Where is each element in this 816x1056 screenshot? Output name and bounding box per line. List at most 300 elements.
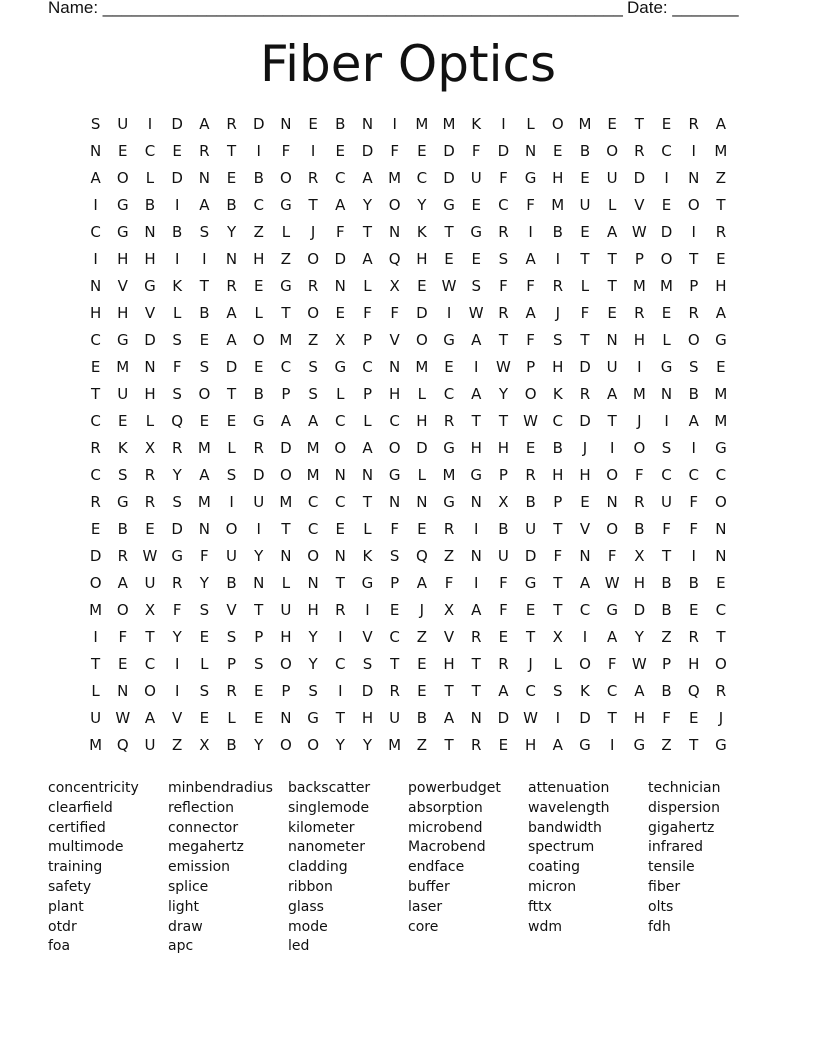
- grid-letter: A: [199, 115, 210, 133]
- grid-letter: M: [551, 196, 565, 214]
- grid-letter: T: [444, 736, 454, 754]
- grid-letter: I: [691, 142, 696, 160]
- grid-letter: R: [307, 277, 319, 295]
- grid-letter: C: [307, 520, 319, 538]
- grid-letter: M: [279, 493, 293, 511]
- grid-letter: Q: [687, 682, 700, 700]
- grid-letter: F: [471, 142, 481, 160]
- grid-letter: N: [280, 547, 292, 565]
- grid-letter: N: [280, 115, 292, 133]
- word-bank-item: Macrobend: [408, 839, 486, 856]
- grid-letter: L: [145, 412, 155, 430]
- grid-letter: Y: [199, 574, 209, 592]
- grid-letter: R: [498, 223, 509, 241]
- grid-letter: W: [441, 277, 457, 295]
- grid-letter: F: [526, 277, 535, 295]
- word-bank-item: spectrum: [528, 839, 595, 856]
- grid-letter: E: [498, 736, 509, 754]
- grid-letter: G: [116, 493, 129, 511]
- grid-letter: S: [90, 115, 101, 133]
- grid-letter: A: [362, 439, 373, 457]
- grid-letter: B: [552, 223, 563, 241]
- word-bank: [48, 779, 768, 959]
- word-bank-item: wavelength: [528, 799, 610, 816]
- grid-letter: H: [361, 709, 374, 727]
- grid-letter: F: [363, 304, 372, 322]
- grid-letter: E: [417, 682, 427, 700]
- grid-letter: R: [117, 547, 128, 565]
- grid-letter: G: [307, 709, 319, 727]
- word-bank-item: endface: [408, 859, 465, 876]
- grid-letter: Z: [416, 736, 427, 754]
- word-bank-item: infrared: [648, 839, 703, 856]
- grid-letter: G: [715, 331, 727, 349]
- grid-letter: J: [310, 223, 316, 241]
- grid-letter: J: [582, 439, 588, 457]
- grid-letter: O: [307, 250, 319, 268]
- word-bank-item: apc: [168, 938, 194, 955]
- grid-letter: A: [226, 304, 237, 322]
- grid-letter: L: [363, 277, 372, 295]
- grid-letter: A: [688, 412, 699, 430]
- grid-letter: D: [579, 709, 591, 727]
- grid-letter: P: [281, 682, 291, 700]
- grid-letter: Z: [715, 169, 727, 187]
- grid-letter: T: [199, 277, 209, 295]
- grid-letter: O: [579, 655, 591, 673]
- word-bank-item: cladding: [288, 859, 348, 876]
- worksheet-header: [48, 0, 768, 20]
- grid-letter: C: [389, 628, 400, 646]
- grid-letter: A: [607, 628, 618, 646]
- grid-letter: O: [388, 196, 401, 214]
- grid-letter: H: [280, 628, 292, 646]
- grid-letter: D: [89, 547, 102, 565]
- grid-letter: T: [526, 628, 536, 646]
- grid-letter: E: [417, 520, 427, 538]
- grid-letter: O: [687, 331, 700, 349]
- word-bank-item: laser: [408, 898, 443, 915]
- grid-letter: T: [689, 736, 699, 754]
- grid-letter: F: [499, 169, 508, 187]
- grid-letter: S: [199, 682, 210, 700]
- word-bank-item: otdr: [48, 918, 77, 935]
- grid-letter: B: [525, 493, 536, 511]
- grid-letter: E: [118, 655, 128, 673]
- grid-letter: U: [525, 520, 537, 538]
- grid-letter: X: [552, 628, 563, 646]
- grid-letter: N: [470, 493, 482, 511]
- grid-letter: M: [89, 601, 103, 619]
- grid-letter: U: [470, 169, 482, 187]
- grid-letter: V: [389, 331, 400, 349]
- grid-letter: E: [253, 709, 264, 727]
- word-bank-item: singlemode: [288, 799, 370, 816]
- grid-letter: P: [254, 628, 264, 646]
- grid-letter: D: [416, 304, 428, 322]
- grid-letter: H: [633, 331, 645, 349]
- grid-letter: G: [116, 223, 129, 241]
- grid-letter: R: [171, 574, 183, 592]
- grid-letter: T: [661, 547, 672, 565]
- grid-letter: R: [144, 493, 156, 511]
- grid-letter: X: [144, 439, 156, 457]
- grid-letter: E: [580, 169, 590, 187]
- grid-letter: D: [497, 142, 510, 160]
- grid-letter: T: [607, 250, 617, 268]
- grid-letter: U: [253, 493, 265, 511]
- grid-letter: E: [661, 196, 672, 214]
- grid-letter: D: [633, 169, 646, 187]
- word-bank-item: technician: [648, 780, 721, 796]
- word-bank-item: splice: [168, 878, 209, 895]
- grid-letter: M: [442, 466, 456, 484]
- grid-letter: E: [226, 169, 237, 187]
- grid-letter: R: [715, 223, 727, 241]
- word-bank-column: [48, 779, 166, 957]
- grid-letter: D: [280, 439, 292, 457]
- grid-letter: I: [229, 493, 234, 511]
- grid-letter: R: [443, 412, 455, 430]
- grid-letter: J: [528, 655, 533, 673]
- grid-letter: A: [117, 574, 128, 592]
- grid-letter: B: [199, 304, 210, 322]
- word-bank-item: megahertz: [168, 839, 244, 856]
- word-bank-item: light: [168, 898, 200, 915]
- grid-letter: E: [417, 277, 427, 295]
- grid-letter: E: [716, 574, 726, 592]
- grid-letter: E: [553, 142, 563, 160]
- grid-letter: H: [416, 250, 428, 268]
- grid-letter: R: [307, 169, 319, 187]
- grid-letter: A: [607, 385, 618, 403]
- word-bank-item: clearfield: [48, 799, 113, 816]
- grid-letter: M: [89, 736, 103, 754]
- grid-letter: F: [526, 331, 535, 349]
- grid-letter: S: [553, 682, 563, 700]
- grid-letter: J: [555, 304, 560, 322]
- grid-letter: L: [172, 304, 182, 322]
- grid-letter: S: [553, 331, 563, 349]
- word-bank-item: tensile: [648, 859, 695, 876]
- grid-letter: B: [498, 520, 509, 538]
- letter-grid: [82, 111, 742, 761]
- grid-letter: D: [579, 358, 591, 376]
- grid-letter: W: [468, 304, 484, 322]
- grid-letter: E: [525, 439, 536, 457]
- grid-letter: E: [145, 520, 155, 538]
- grid-letter: W: [604, 574, 620, 592]
- grid-letter: D: [524, 547, 537, 565]
- grid-letter: T: [580, 250, 590, 268]
- word-bank-item: backscatter: [288, 780, 371, 796]
- grid-letter: U: [606, 169, 618, 187]
- grid-letter: V: [443, 628, 455, 646]
- word-bank-item: gigahertz: [648, 819, 715, 836]
- grid-letter: E: [525, 601, 536, 619]
- grid-letter: E: [335, 304, 346, 322]
- grid-letter: R: [634, 142, 645, 160]
- grid-letter: R: [335, 601, 346, 619]
- grid-letter: E: [90, 520, 101, 538]
- grid-letter: R: [525, 466, 536, 484]
- grid-letter: N: [524, 142, 537, 160]
- grid-letter: N: [144, 358, 156, 376]
- grid-letter: E: [444, 250, 454, 268]
- grid-letter: A: [715, 304, 727, 322]
- grid-letter: R: [226, 115, 237, 133]
- grid-letter: A: [226, 331, 237, 349]
- grid-letter: F: [689, 520, 699, 538]
- word-bank-item: emission: [168, 859, 231, 876]
- grid-letter: I: [93, 250, 98, 268]
- grid-letter: H: [524, 736, 537, 754]
- grid-letter: A: [416, 574, 427, 592]
- grid-letter: F: [553, 547, 563, 565]
- grid-letter: V: [172, 709, 183, 727]
- grid-letter: F: [335, 223, 345, 241]
- grid-letter: H: [389, 385, 401, 403]
- grid-letter: E: [661, 304, 672, 322]
- grid-letter: C: [144, 655, 156, 673]
- grid-letter: F: [390, 304, 399, 322]
- grid-letter: N: [89, 142, 102, 160]
- grid-letter: I: [174, 682, 180, 700]
- grid-letter: B: [661, 574, 672, 592]
- grid-letter: A: [307, 412, 319, 430]
- grid-letter: O: [334, 439, 347, 457]
- grid-letter: V: [362, 628, 373, 646]
- grid-letter: C: [335, 655, 346, 673]
- word-bank-item: fttx: [528, 898, 552, 915]
- grid-letter: D: [144, 331, 156, 349]
- grid-letter: M: [279, 331, 293, 349]
- grid-letter: T: [362, 493, 373, 511]
- grid-letter: N: [470, 709, 482, 727]
- date-field-line: Date: _______: [627, 0, 739, 17]
- grid-letter: I: [174, 655, 180, 673]
- grid-letter: I: [147, 115, 153, 133]
- grid-letter: L: [145, 169, 155, 187]
- grid-letter: T: [553, 574, 563, 592]
- grid-letter: F: [607, 547, 617, 565]
- grid-letter: U: [497, 547, 509, 565]
- grid-letter: L: [254, 304, 263, 322]
- grid-letter: O: [280, 466, 292, 484]
- grid-letter: R: [498, 304, 509, 322]
- grid-letter: N: [198, 520, 210, 538]
- grid-letter: V: [579, 520, 591, 538]
- grid-letter: U: [661, 493, 673, 511]
- grid-letter: C: [307, 493, 319, 511]
- grid-letter: C: [389, 412, 400, 430]
- grid-letter: T: [254, 601, 264, 619]
- word-bank-item: wdm: [528, 918, 562, 935]
- grid-letter: I: [174, 196, 180, 214]
- grid-letter: Q: [415, 547, 428, 565]
- grid-letter: Z: [307, 331, 319, 349]
- grid-letter: R: [688, 304, 699, 322]
- grid-letter: I: [474, 520, 479, 538]
- grid-letter: I: [582, 628, 588, 646]
- grid-letter: H: [144, 250, 156, 268]
- grid-letter: B: [226, 574, 237, 592]
- grid-letter: V: [144, 304, 156, 322]
- grid-letter: K: [362, 547, 373, 565]
- grid-letter: T: [689, 250, 699, 268]
- grid-letter: Z: [172, 736, 183, 754]
- grid-letter: Z: [280, 250, 292, 268]
- grid-letter: B: [688, 574, 699, 592]
- grid-letter: I: [202, 250, 207, 268]
- grid-letter: S: [172, 493, 182, 511]
- grid-letter: P: [634, 250, 644, 268]
- grid-letter: D: [497, 709, 510, 727]
- grid-letter: J: [718, 709, 724, 727]
- grid-letter: F: [662, 709, 671, 727]
- grid-letter: F: [200, 547, 209, 565]
- word-bank-item: connector: [168, 819, 239, 836]
- grid-letter: B: [579, 142, 591, 160]
- grid-letter: C: [498, 196, 509, 214]
- grid-letter: M: [632, 385, 646, 403]
- grid-letter: G: [579, 736, 591, 754]
- grid-letter: B: [661, 601, 672, 619]
- grid-letter: C: [90, 412, 101, 430]
- grid-letter: I: [691, 439, 696, 457]
- grid-letter: S: [199, 601, 210, 619]
- grid-letter: I: [664, 412, 669, 430]
- grid-letter: G: [116, 331, 129, 349]
- word-bank-column: [648, 779, 766, 937]
- grid-letter: D: [443, 142, 455, 160]
- grid-letter: K: [580, 682, 590, 700]
- grid-letter: O: [415, 331, 428, 349]
- grid-letter: P: [362, 331, 372, 349]
- grid-letter: I: [664, 169, 669, 187]
- grid-letter: H: [552, 358, 564, 376]
- grid-letter: C: [661, 142, 672, 160]
- grid-letter: I: [392, 115, 397, 133]
- grid-letter: Y: [254, 736, 264, 754]
- grid-letter: G: [633, 736, 646, 754]
- grid-letter: N: [715, 547, 727, 565]
- grid-letter: N: [470, 547, 482, 565]
- grid-letter: E: [308, 115, 318, 133]
- grid-letter: E: [199, 331, 210, 349]
- grid-letter: E: [444, 358, 454, 376]
- puzzle-title: Fiber Optics: [259, 35, 557, 93]
- word-bank-item: bandwidth: [528, 819, 602, 836]
- word-bank-item: glass: [288, 898, 324, 915]
- grid-letter: A: [471, 601, 482, 619]
- grid-letter: X: [498, 493, 509, 511]
- word-bank-item: dispersion: [648, 799, 720, 816]
- grid-letter: O: [307, 304, 319, 322]
- grid-letter: E: [118, 412, 128, 430]
- grid-letter: A: [199, 196, 210, 214]
- grid-letter: L: [200, 655, 209, 673]
- grid-letter: W: [523, 709, 539, 727]
- grid-letter: E: [580, 223, 590, 241]
- word-bank-item: absorption: [408, 799, 483, 816]
- grid-letter: X: [199, 736, 210, 754]
- grid-letter: O: [551, 115, 564, 133]
- grid-letter: E: [226, 412, 237, 430]
- grid-letter: R: [471, 736, 482, 754]
- grid-letter: K: [117, 439, 128, 457]
- grid-letter: P: [498, 466, 508, 484]
- grid-letter: Z: [661, 736, 672, 754]
- grid-letter: N: [280, 709, 292, 727]
- grid-letter: W: [523, 412, 539, 430]
- grid-letter: I: [474, 358, 479, 376]
- grid-letter: O: [116, 601, 129, 619]
- grid-letter: X: [389, 277, 400, 295]
- grid-letter: I: [365, 601, 370, 619]
- grid-letter: T: [335, 574, 345, 592]
- grid-letter: S: [172, 331, 182, 349]
- grid-letter: A: [471, 385, 482, 403]
- grid-letter: I: [93, 628, 98, 646]
- grid-letter: P: [526, 358, 536, 376]
- grid-letter: S: [226, 628, 237, 646]
- grid-letter: J: [419, 601, 425, 619]
- grid-letter: C: [443, 385, 455, 403]
- grid-letter: I: [691, 223, 696, 241]
- grid-letter: Z: [661, 628, 672, 646]
- grid-letter: T: [498, 331, 508, 349]
- word-bank-item: led: [288, 938, 310, 955]
- grid-letter: F: [499, 277, 508, 295]
- grid-letter: E: [335, 520, 346, 538]
- grid-letter: Y: [498, 385, 508, 403]
- grid-letter: I: [446, 304, 452, 322]
- grid-letter: S: [172, 385, 182, 403]
- grid-letter: A: [144, 709, 156, 727]
- grid-letter: D: [171, 115, 183, 133]
- grid-letter: E: [389, 601, 400, 619]
- grid-letter: O: [225, 520, 238, 538]
- grid-letter: E: [199, 412, 210, 430]
- word-bank-item: mode: [288, 918, 328, 935]
- grid-letter: P: [662, 655, 672, 673]
- grid-letter: L: [336, 385, 345, 403]
- grid-letter: Q: [171, 412, 184, 430]
- grid-letter: O: [524, 385, 537, 403]
- grid-letter: G: [443, 493, 455, 511]
- grid-letter: T: [471, 655, 481, 673]
- grid-letter: N: [416, 493, 428, 511]
- grid-letter: C: [661, 466, 672, 484]
- grid-letter: T: [91, 385, 101, 403]
- grid-letter: W: [631, 655, 647, 673]
- grid-letter: L: [363, 520, 372, 538]
- grid-letter: I: [474, 574, 479, 592]
- grid-letter: R: [144, 466, 156, 484]
- grid-letter: R: [90, 493, 101, 511]
- grid-letter: I: [555, 250, 560, 268]
- grid-letter: I: [338, 628, 343, 646]
- grid-letter: E: [118, 142, 128, 160]
- grid-letter: N: [606, 493, 618, 511]
- grid-letter: M: [578, 115, 592, 133]
- grid-letter: G: [524, 169, 537, 187]
- grid-letter: E: [688, 709, 699, 727]
- grid-letter: Y: [254, 547, 264, 565]
- grid-letter: Y: [308, 628, 318, 646]
- grid-letter: I: [609, 736, 615, 754]
